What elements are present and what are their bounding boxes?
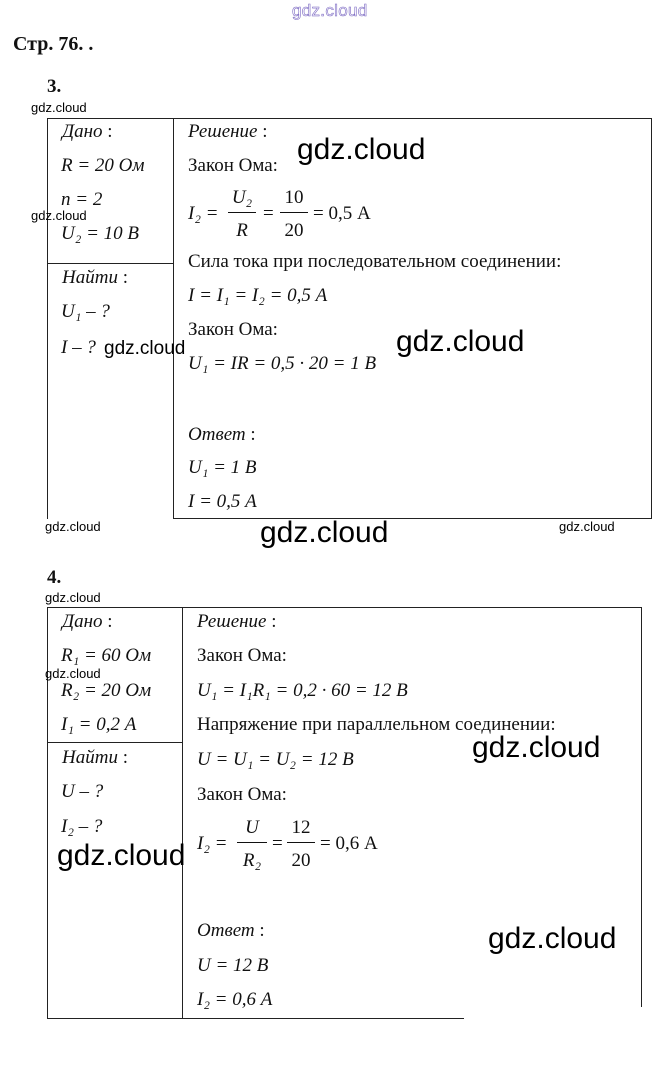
p4-solution-title: Решение : (197, 611, 277, 632)
p3-series-formula: I = I₁ = I₂ = 0,5 А (188, 285, 328, 306)
p3-given-item: U₂ = 10 В (61, 223, 140, 244)
p4-given-title: Дано : (62, 611, 113, 632)
watermark-large: gdz.cloud (57, 839, 186, 872)
watermark-small: gdz.cloud (45, 666, 101, 681)
p4-given-item: R₂ = 20 Ом (61, 680, 152, 701)
p3-answer-title: Ответ : (188, 424, 256, 445)
p3-given-title: Дано : (62, 121, 113, 142)
page-title: Стр. 76. . (13, 33, 94, 55)
p3-series-text: Сила тока при последовательном соединении: (188, 251, 562, 272)
p4-u1-formula: U₁ = I₁R₁ = 0,2 · 60 = 12 В (197, 680, 408, 701)
p4-ohm-law-label: Закон Ома: (197, 645, 287, 666)
p3-solution-title: Решение : (188, 121, 268, 142)
watermark-small: gdz.cloud (45, 519, 101, 534)
p4-parallel-formula: U = U₁ = U₂ = 12 В (197, 749, 354, 770)
p3-given-item: R = 20 Ом (61, 155, 145, 176)
p4-find-title: Найти : (62, 747, 128, 768)
top-watermark: gdz.cloud (292, 1, 368, 20)
p4-answer-item: U = 12 В (197, 955, 269, 976)
p3-u1-formula: U₁ = IR = 0,5 · 20 = 1 В (188, 353, 377, 374)
watermark-large: gdz.cloud (472, 731, 601, 764)
p3-answer-item: U₁ = 1 В (188, 457, 257, 478)
watermark-small: gdz.cloud (31, 208, 87, 223)
watermark-small: gdz.cloud (104, 338, 186, 359)
p4-parallel-text: Напряжение при параллельном соединении: (197, 714, 556, 735)
problem-3-number: 3. (47, 76, 62, 97)
p3-ohm-law-label-2: Закон Ома: (188, 319, 278, 340)
problem-4-number: 4. (47, 567, 62, 588)
watermark-large: gdz.cloud (488, 922, 617, 955)
p4-given-item: R₁ = 60 Ом (61, 645, 152, 666)
p4-find-item: I₂ – ? (61, 816, 103, 837)
watermark-small: gdz.cloud (559, 519, 615, 534)
p3-find-item: U₁ – ? (61, 301, 110, 322)
watermark-large: gdz.cloud (260, 516, 389, 549)
p4-answer-title: Ответ : (197, 920, 265, 941)
p3-answer-item: I = 0,5 А (188, 491, 257, 512)
watermark-large: gdz.cloud (297, 133, 426, 166)
p4-answer-item: I₂ = 0,6 А (197, 989, 273, 1010)
watermark-small: gdz.cloud (31, 100, 87, 115)
watermark-large: gdz.cloud (396, 325, 525, 358)
p4-given-item: I₁ = 0,2 А (61, 714, 137, 735)
p3-find-title: Найти : (62, 267, 128, 288)
p3-ohm-law-label: Закон Ома: (188, 155, 278, 176)
p3-given-item: n = 2 (61, 189, 103, 210)
p4-find-item: U – ? (61, 781, 104, 802)
watermark-small: gdz.cloud (45, 590, 101, 605)
p4-ohm-law-label-2: Закон Ома: (197, 784, 287, 805)
p3-find-item: I – ? (61, 337, 96, 358)
